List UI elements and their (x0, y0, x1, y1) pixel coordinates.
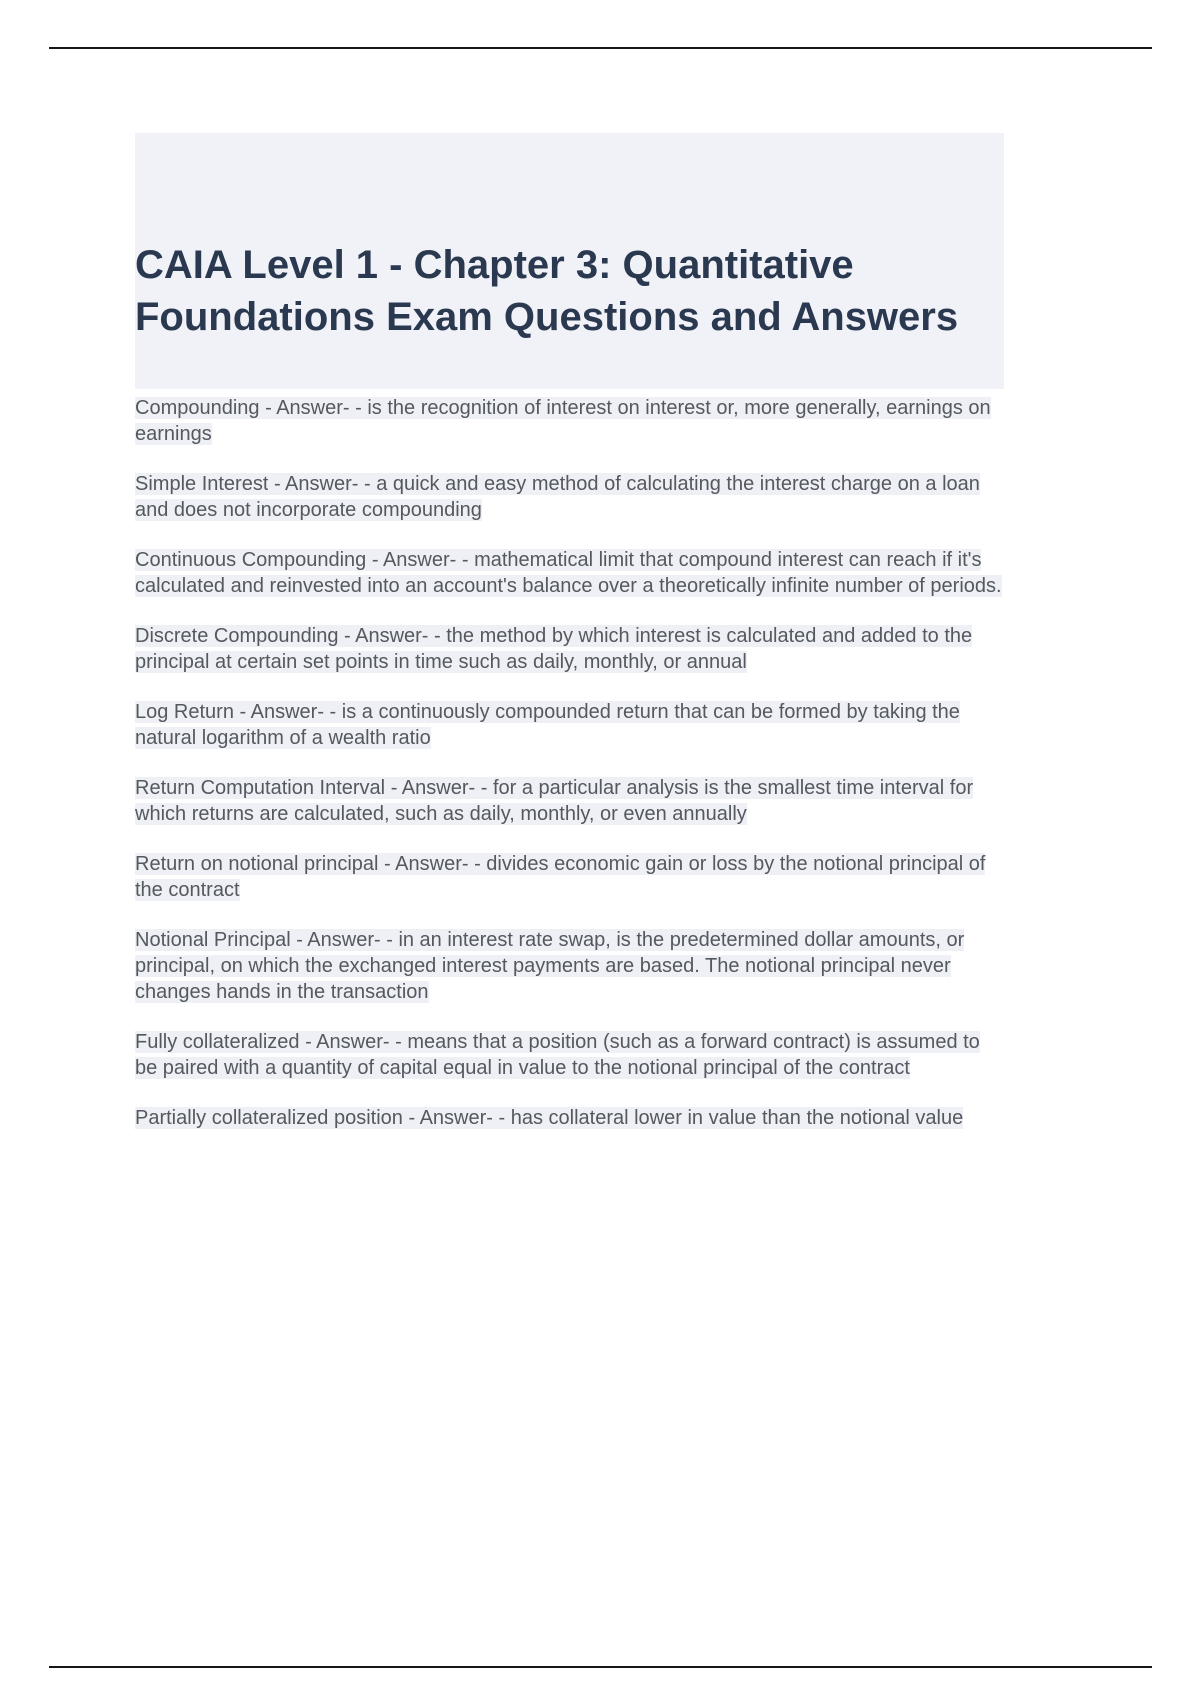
answer-separator: - Answer- - (268, 473, 377, 495)
answer-separator: - Answer- - (259, 397, 368, 419)
qa-definition: means that a position (such as a forward contract) is assumed to be paired with a quantity of capital equal in value to the notional principal of the contract (135, 1031, 980, 1079)
title-highlight-block (135, 133, 1004, 389)
qa-definition: divides economic gain or loss by the notional principal of the contract (135, 853, 986, 901)
qa-item (135, 699, 1004, 751)
qa-term: Simple Interest (135, 473, 269, 495)
qa-term: Partially collateralized position (135, 1107, 403, 1129)
qa-term: Continuous Compounding (135, 549, 367, 571)
qa-item (135, 1105, 1004, 1131)
qa-item (135, 927, 1004, 1005)
page-title: CAIA Level 1 - Chapter 3: Quantitative Foundations Exam Questions and Answers (135, 243, 959, 339)
qa-item (135, 395, 1004, 447)
qa-item (135, 851, 1004, 903)
qa-term: Fully collateralized (135, 1031, 300, 1053)
answer-separator: - Answer- - (233, 701, 342, 723)
qa-term: Log Return (135, 701, 234, 723)
answer-separator: - Answer- - (338, 625, 447, 647)
answer-separator: - Answer- - (385, 777, 493, 799)
qa-item (135, 775, 1004, 827)
qa-definition: has collateral lower in value than the notional value (510, 1107, 964, 1129)
answer-separator: - Answer- - (378, 853, 487, 875)
top-rule-divider (49, 47, 1152, 49)
qa-definition: is the recognition of interest on interest or, more generally, earnings on earnings (135, 397, 991, 445)
qa-term: Discrete Compounding (135, 625, 339, 647)
qa-definition: in an interest rate swap, is the predetermined dollar amounts, or principal, on which the exchanged interest payments are based. The notional principal never changes hands in the transaction (135, 929, 965, 1003)
answer-separator: - Answer- - (402, 1107, 511, 1129)
qa-term: Compounding (135, 397, 260, 419)
answer-separator: - Answer- - (299, 1031, 408, 1053)
qa-item (135, 1029, 1004, 1081)
answer-separator: - Answer- - (366, 549, 475, 571)
answer-separator: - Answer- - (290, 929, 399, 951)
qa-term: Notional Principal (135, 929, 291, 951)
qa-definition: for a particular analysis is the smallest time interval for which returns are calculated, such as daily, monthly, or even annually (135, 777, 974, 825)
qa-term: Return on notional principal (135, 853, 379, 875)
qa-definition: mathematical limit that compound interest can reach if it's calculated and reinvested into an account's balance over a theoretically infinite number of periods. (135, 549, 1002, 597)
bottom-rule-divider (49, 1666, 1152, 1668)
qa-item (135, 547, 1004, 599)
qa-term: Return Computation Interval (135, 777, 386, 799)
qa-item (135, 623, 1004, 675)
document-content (135, 133, 1004, 1131)
qa-item (135, 471, 1004, 523)
qa-definition: the method by which interest is calculated and added to the principal at certain set points in time such as daily, monthly, or annual (135, 625, 973, 673)
qa-definition: is a continuously compounded return that can be formed by taking the natural logarithm of a wealth ratio (135, 701, 960, 749)
qa-definition: a quick and easy method of calculating the interest charge on a loan and does not incorporate compounding (135, 473, 980, 521)
